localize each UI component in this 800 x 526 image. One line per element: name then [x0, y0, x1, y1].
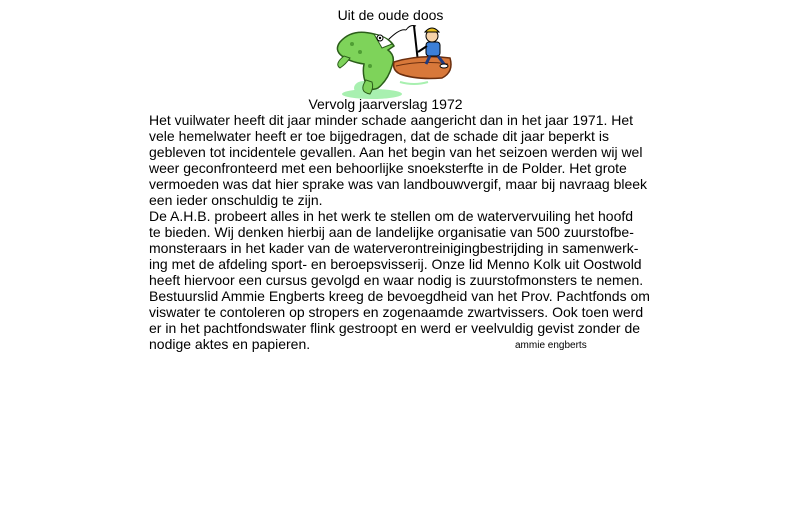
article-line: Bestuurslid Ammie Engberts kreeg de bevoegdheid van het Prov. Pachtfonds om: [149, 288, 650, 304]
article-line: weer geconfronteerd met een behoorlijke snoeksterfte in de Polder. Het grote: [149, 160, 627, 176]
article-line: vermoeden was dat hier sprake was van landbouwvergif, maar bij navraag bleek: [149, 176, 648, 192]
author-signature: ammie engberts: [515, 340, 587, 351]
fisherman-catching-pike-icon: [330, 22, 464, 100]
article-line: monsteraars in het kader van de waterverontreinigingbestrijding in samenwerk-: [149, 240, 639, 256]
article-line: Het vuilwater heeft dit jaar minder schade aangericht dan in het jaar 1971. Het: [149, 112, 634, 128]
article-line: te bieden. Wij denken hierbij aan de landelijke organisatie van 500 zuurstofbe-: [149, 224, 634, 240]
article-line: ing met de afdeling sport- en beroepsvisserij. Onze lid Menno Kolk uit Oostwold: [149, 256, 642, 272]
article-line: nodige aktes en papieren.: [149, 336, 311, 352]
article-line: viswater te contoleren op stropers en zogenaamde zwartvissers. Ook toen werd: [149, 304, 644, 320]
article-line: vele hemelwater heeft er toe bijgedragen, dat de schade dit jaar beperkt is: [149, 128, 609, 144]
article-line: er in het pachtfondswater flink gestroopt en werd er veelvuldig gevist zonder de: [149, 320, 641, 336]
article-subtitle: Vervolg jaarverslag 1972: [308, 96, 463, 112]
article-line: heeft hiervoor een cursus gevolgd en waar nodig is zuurstofmonsters te nemen.: [149, 272, 644, 288]
article-line: gebleven tot incidentele gevallen. Aan het begin van het seizoen werden wij wel: [149, 144, 643, 160]
page-title: Uit de oude doos: [337, 7, 444, 23]
article-line: een ieder onschuldig te zijn.: [149, 192, 323, 208]
article-line: De A.H.B. probeert alles in het werk te stellen om de watervervuiling het hoofd: [149, 208, 634, 224]
